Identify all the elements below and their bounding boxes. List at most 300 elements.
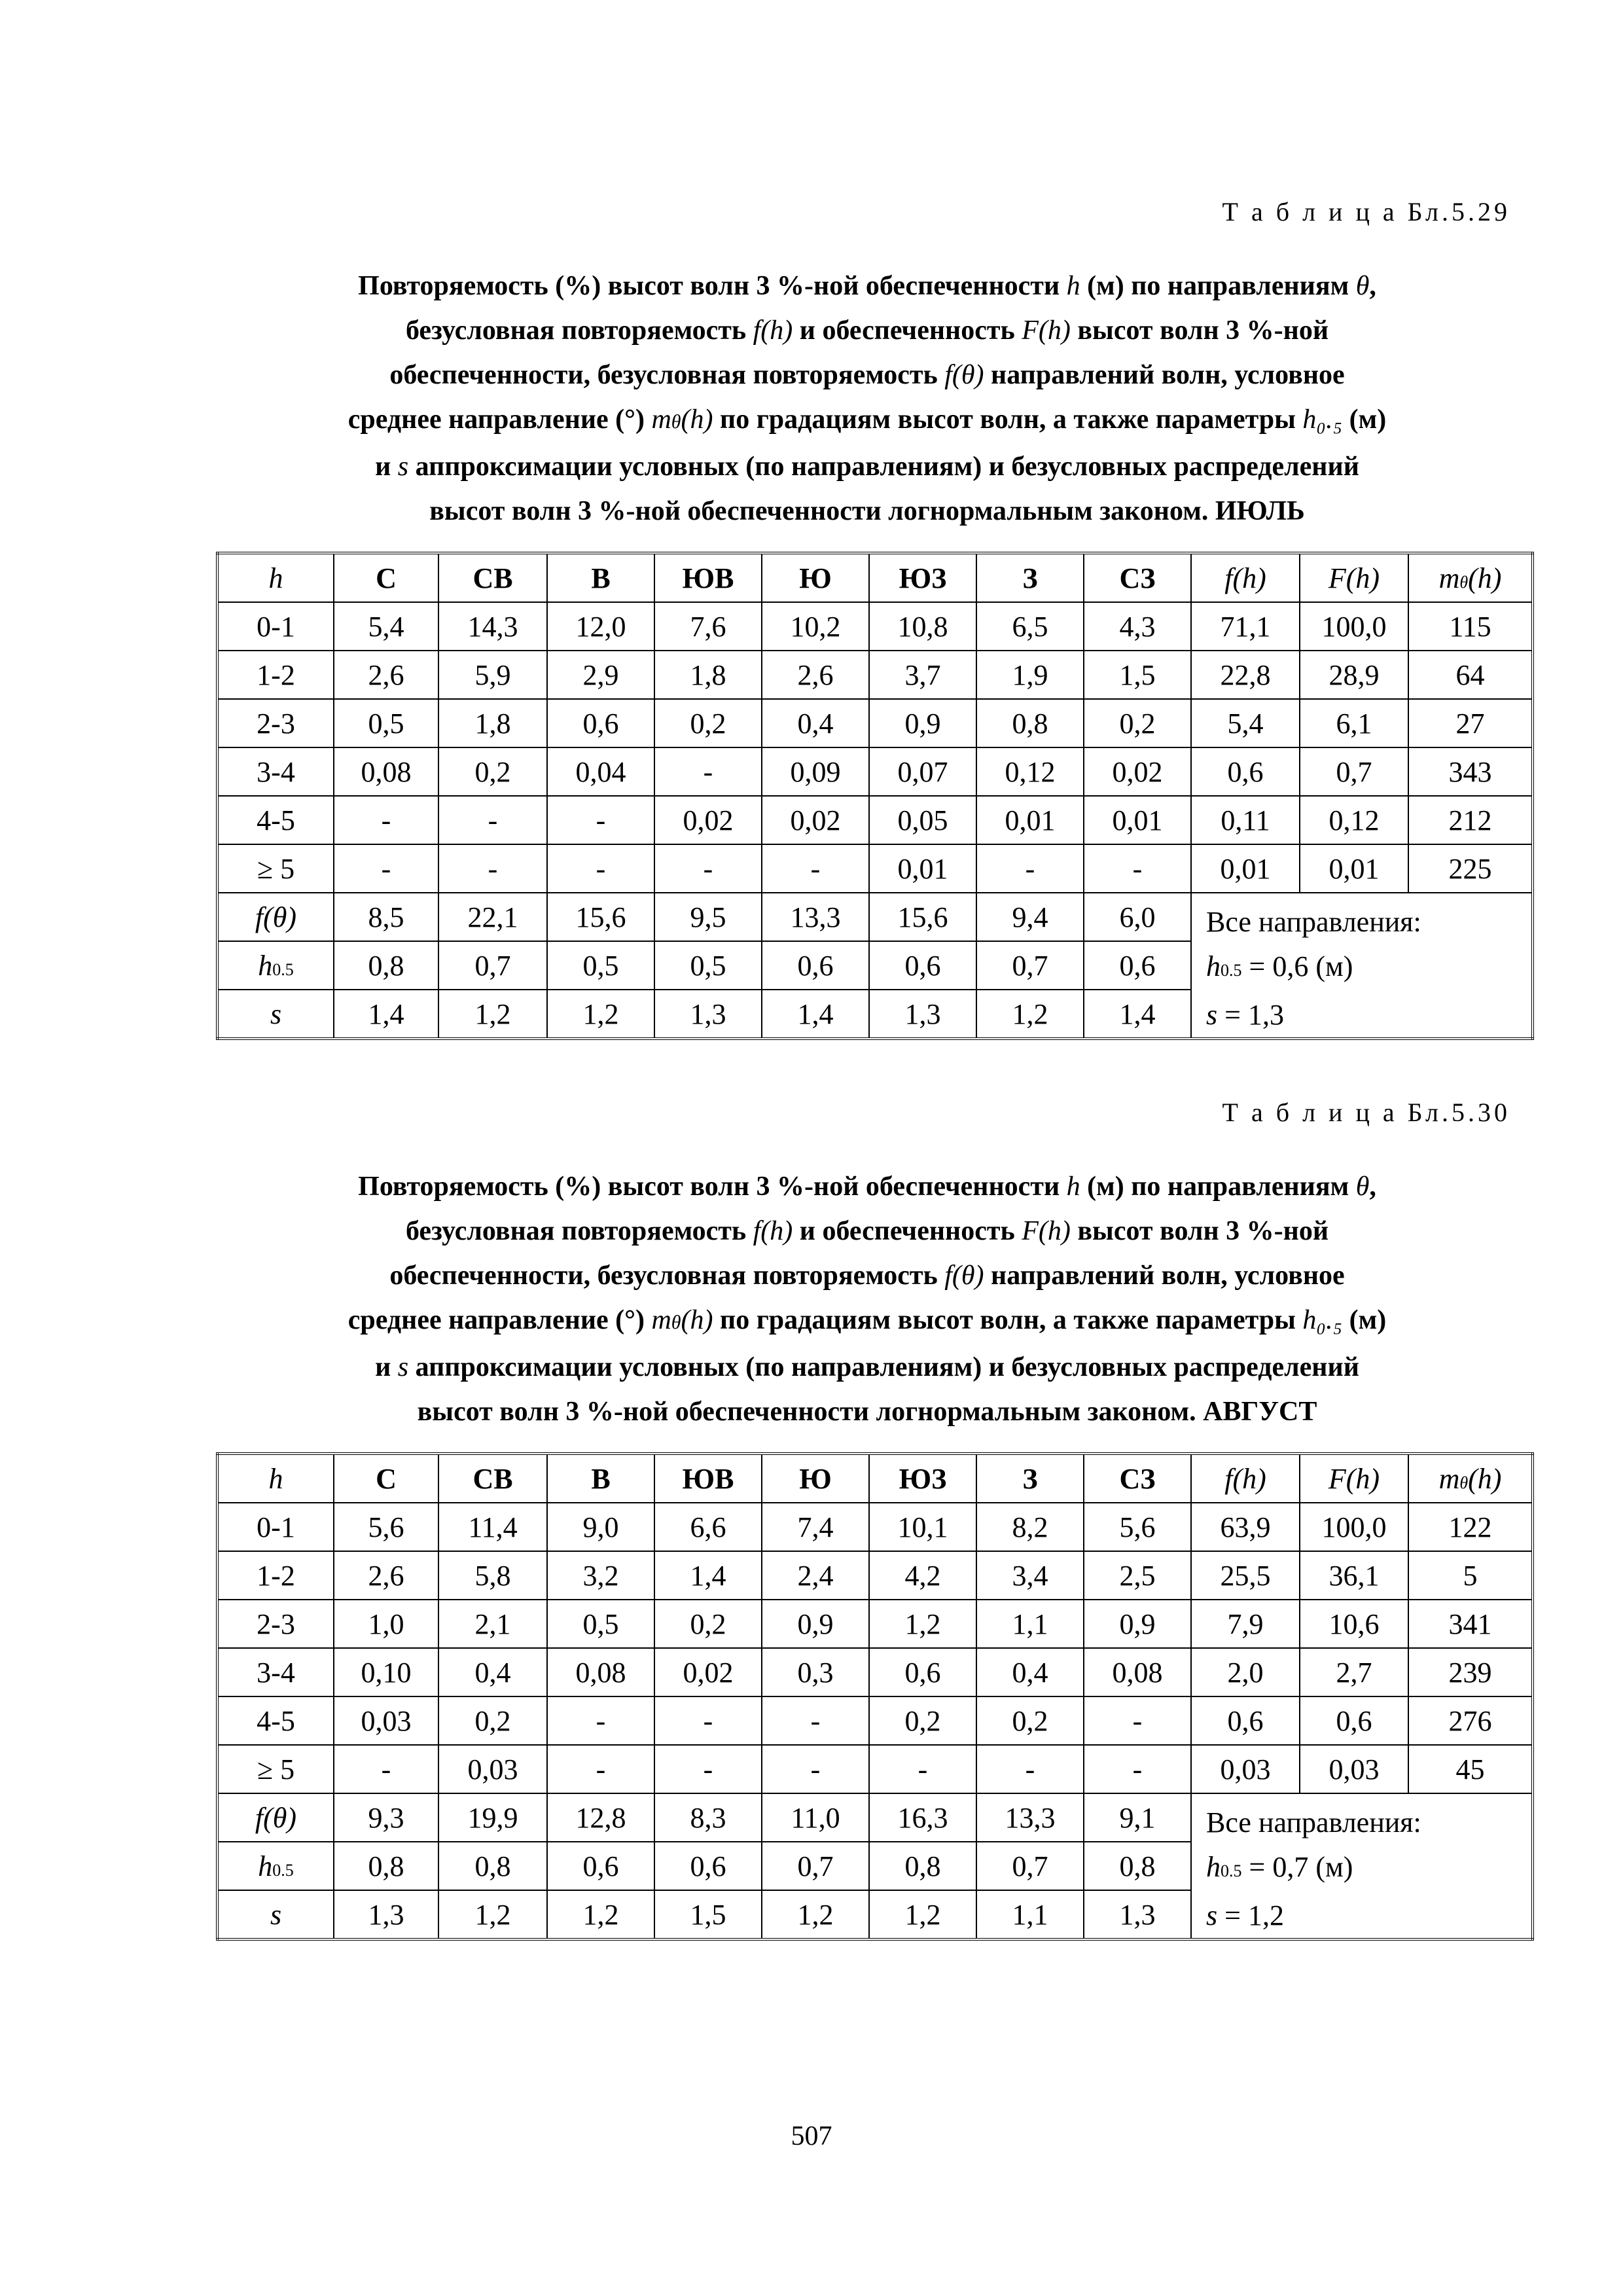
table-cell: 11,4 bbox=[438, 1503, 547, 1551]
title-line bbox=[216, 1345, 1518, 1390]
table-cell: 1,2 bbox=[976, 990, 1084, 1039]
title-fragment: высот волн 3 %-ной bbox=[1070, 1216, 1329, 1246]
table-cell: 212 bbox=[1408, 796, 1533, 844]
table-cell: 1,2 bbox=[869, 1600, 976, 1648]
table-cell: 2-3 bbox=[217, 1600, 334, 1648]
table-row bbox=[217, 602, 1533, 651]
table-cell: 2,0 bbox=[1191, 1648, 1300, 1696]
title-fragment: h bbox=[1066, 1172, 1080, 1202]
table-cell: 1,3 bbox=[1084, 1890, 1191, 1939]
title-fragment: высот волн 3 %-ной обеспеченности логнормальным законом. ИЮЛЬ bbox=[429, 496, 1305, 526]
table-cell: 0,8 bbox=[1084, 1842, 1191, 1890]
table-cell: 1,4 bbox=[654, 1551, 762, 1600]
table-cell: 0,7 bbox=[438, 941, 547, 990]
title-fragment: среднее направление (°) bbox=[348, 1305, 652, 1335]
title-fragment: F(h) bbox=[1022, 315, 1071, 346]
title-fragment: направлений волн, условное bbox=[984, 1261, 1345, 1291]
title-fragment: mθ(h) bbox=[651, 404, 713, 435]
table-cell: 0,08 bbox=[334, 747, 438, 796]
table-cell: 9,4 bbox=[976, 893, 1084, 941]
table-cell: 5,9 bbox=[438, 651, 547, 699]
table-cell: 0,2 bbox=[654, 699, 762, 747]
table-cell: 0,01 bbox=[1300, 844, 1408, 893]
table-cell: 1,2 bbox=[547, 1890, 654, 1939]
table-row bbox=[217, 1745, 1533, 1793]
table-cell: - bbox=[869, 1745, 976, 1793]
table-cell: 10,1 bbox=[869, 1503, 976, 1551]
table-cell: 0,6 bbox=[1300, 1696, 1408, 1745]
summary-line: h0.5 = 0,7 (м) bbox=[1206, 1851, 1353, 1883]
column-header: ЮВ bbox=[654, 1454, 762, 1503]
table-cell: 0,9 bbox=[762, 1600, 869, 1648]
table-cell: - bbox=[654, 1696, 762, 1745]
table-cell: - bbox=[654, 747, 762, 796]
table-cell: 0,12 bbox=[1300, 796, 1408, 844]
table-cell: 0,02 bbox=[1084, 747, 1191, 796]
column-header: С bbox=[334, 553, 438, 602]
title-fragment: аппроксимации условных (по направлениям) и безусловных распределений bbox=[408, 1352, 1359, 1382]
title-fragment: θ bbox=[1355, 271, 1370, 301]
table-cell: 0,6 bbox=[547, 1842, 654, 1890]
title-fragment: f(h) bbox=[753, 1216, 793, 1246]
table-cell: 3,2 bbox=[547, 1551, 654, 1600]
table-cell: 1,4 bbox=[1084, 990, 1191, 1039]
table-cell: 1-2 bbox=[217, 1551, 334, 1600]
table-cell: 122 bbox=[1408, 1503, 1533, 1551]
column-header: h bbox=[217, 1454, 334, 1503]
table-cell: 0,02 bbox=[762, 796, 869, 844]
table-label: Т а б л и ц а Бл.5.29 bbox=[1222, 197, 1510, 226]
summary-line: Все направления: bbox=[1206, 906, 1421, 938]
param-row bbox=[217, 893, 1533, 941]
param-label: h0.5 bbox=[217, 1842, 334, 1890]
title-fragment: безусловная повторяемость bbox=[405, 1216, 753, 1246]
table-cell: 0,8 bbox=[438, 1842, 547, 1890]
title-line bbox=[216, 397, 1518, 444]
title-line bbox=[216, 1298, 1518, 1345]
column-header: С bbox=[334, 1454, 438, 1503]
table-cell: 0,08 bbox=[1084, 1648, 1191, 1696]
table-cell: 0,6 bbox=[762, 941, 869, 990]
table-cell: 9,0 bbox=[547, 1503, 654, 1551]
table-cell: - bbox=[438, 844, 547, 893]
table-cell: - bbox=[762, 844, 869, 893]
title-fragment: направлений волн, условное bbox=[984, 360, 1345, 390]
table-cell: 1,9 bbox=[976, 651, 1084, 699]
summary-cell bbox=[1191, 1793, 1533, 1939]
table-cell: 1,3 bbox=[869, 990, 976, 1039]
table-cell: 0,5 bbox=[334, 699, 438, 747]
table-cell: 0,5 bbox=[547, 941, 654, 990]
title-fragment: h₀.₅ bbox=[1302, 404, 1343, 435]
param-label: f(θ) bbox=[217, 1793, 334, 1842]
table-cell: 2,4 bbox=[762, 1551, 869, 1600]
table-cell: 0,03 bbox=[334, 1696, 438, 1745]
table-cell: 1,5 bbox=[654, 1890, 762, 1939]
table-cell: - bbox=[1084, 844, 1191, 893]
table-cell: 0,7 bbox=[762, 1842, 869, 1890]
column-header: Ю bbox=[762, 1454, 869, 1503]
table-cell: 1,4 bbox=[334, 990, 438, 1039]
table-cell: 19,9 bbox=[438, 1793, 547, 1842]
table-cell: 0,05 bbox=[869, 796, 976, 844]
summary-line: h0.5 = 0,6 (м) bbox=[1206, 950, 1353, 982]
column-header: F(h) bbox=[1300, 1454, 1408, 1503]
table-cell: 115 bbox=[1408, 602, 1533, 651]
title-fragment: (м) bbox=[1342, 1305, 1387, 1335]
title-line bbox=[216, 1390, 1518, 1434]
title-fragment: (м) по направлениям bbox=[1080, 271, 1356, 301]
table-cell: 0,11 bbox=[1191, 796, 1300, 844]
table-cell: 8,3 bbox=[654, 1793, 762, 1842]
table-cell: 0,01 bbox=[1191, 844, 1300, 893]
header-row bbox=[217, 553, 1533, 602]
title-fragment: (м) по направлениям bbox=[1080, 1172, 1356, 1202]
table-cell: 9,3 bbox=[334, 1793, 438, 1842]
table-cell: - bbox=[334, 796, 438, 844]
table-cell: 2,9 bbox=[547, 651, 654, 699]
table-cell: 0,08 bbox=[547, 1648, 654, 1696]
title-fragment: и bbox=[375, 452, 398, 482]
table-cell: 1,8 bbox=[654, 651, 762, 699]
table-cell: 2,1 bbox=[438, 1600, 547, 1648]
title-fragment: , bbox=[1369, 271, 1376, 301]
param-label: f(θ) bbox=[217, 893, 334, 941]
param-label: h0.5 bbox=[217, 941, 334, 990]
table-cell: 0,01 bbox=[1084, 796, 1191, 844]
table-cell: 0,7 bbox=[976, 1842, 1084, 1890]
title-fragment: Повторяемость (%) высот волн 3 %-ной обеспеченности bbox=[358, 271, 1067, 301]
title-fragment: h₀.₅ bbox=[1302, 1305, 1343, 1335]
table-cell: 0,7 bbox=[1300, 747, 1408, 796]
column-header: З bbox=[976, 1454, 1084, 1503]
table-cell: 0,6 bbox=[869, 1648, 976, 1696]
table-cell: 2,7 bbox=[1300, 1648, 1408, 1696]
table-block-july bbox=[216, 196, 1518, 1040]
page-number: 507 bbox=[791, 2121, 832, 2151]
table-cell: 71,1 bbox=[1191, 602, 1300, 651]
table-cell: 0,4 bbox=[438, 1648, 547, 1696]
table-cell: 225 bbox=[1408, 844, 1533, 893]
column-header: ЮЗ bbox=[869, 1454, 976, 1503]
data-table bbox=[216, 1452, 1534, 1941]
title-fragment: Повторяемость (%) высот волн 3 %-ной обеспеченности bbox=[358, 1172, 1067, 1202]
table-cell: - bbox=[334, 844, 438, 893]
table-cell: 1,2 bbox=[547, 990, 654, 1039]
table-row bbox=[217, 844, 1533, 893]
column-header: СВ bbox=[438, 553, 547, 602]
title-fragment: s bbox=[397, 452, 409, 482]
title-fragment: по градациям высот волн, а также параметры bbox=[713, 1305, 1303, 1335]
table-cell: 0,04 bbox=[547, 747, 654, 796]
table-cell: 6,6 bbox=[654, 1503, 762, 1551]
table-cell: 1,1 bbox=[976, 1890, 1084, 1939]
summary-cell bbox=[1191, 893, 1533, 1039]
table-cell: 16,3 bbox=[869, 1793, 976, 1842]
table-cell: 1,5 bbox=[1084, 651, 1191, 699]
table-cell: 0,03 bbox=[1191, 1745, 1300, 1793]
summary-line: s = 1,2 bbox=[1206, 1899, 1284, 1931]
title-fragment: mθ(h) bbox=[651, 1305, 713, 1335]
table-cell: 3,4 bbox=[976, 1551, 1084, 1600]
summary-line: s = 1,3 bbox=[1206, 999, 1284, 1031]
table-cell: 0,01 bbox=[869, 844, 976, 893]
title-fragment: f(h) bbox=[753, 315, 793, 346]
table-cell: 0-1 bbox=[217, 602, 334, 651]
table-cell: 0,2 bbox=[976, 1696, 1084, 1745]
table-cell: 3-4 bbox=[217, 1648, 334, 1696]
table-cell: 2,6 bbox=[762, 651, 869, 699]
table-cell: 5,4 bbox=[1191, 699, 1300, 747]
table-row bbox=[217, 796, 1533, 844]
table-cell: 4,2 bbox=[869, 1551, 976, 1600]
table-cell: - bbox=[654, 1745, 762, 1793]
title-fragment: f(θ) bbox=[944, 1261, 984, 1291]
table-cell: - bbox=[547, 1696, 654, 1745]
table-cell: 4-5 bbox=[217, 796, 334, 844]
table-cell: ≥ 5 bbox=[217, 1745, 334, 1793]
table-cell: 0,6 bbox=[547, 699, 654, 747]
table-cell: 5,6 bbox=[334, 1503, 438, 1551]
column-header: mθ(h) bbox=[1408, 1454, 1533, 1503]
table-cell: 0,8 bbox=[334, 941, 438, 990]
title-fragment: аппроксимации условных (по направлениям) и безусловных распределений bbox=[408, 452, 1359, 482]
table-cell: 4-5 bbox=[217, 1696, 334, 1745]
table-cell: 0,12 bbox=[976, 747, 1084, 796]
table-cell: 1,0 bbox=[334, 1600, 438, 1648]
table-cell: 0,4 bbox=[762, 699, 869, 747]
table-cell: 8,2 bbox=[976, 1503, 1084, 1551]
table-cell: 0,6 bbox=[654, 1842, 762, 1890]
column-header: f(h) bbox=[1191, 1454, 1300, 1503]
table-cell: 1,3 bbox=[654, 990, 762, 1039]
table-cell: 1-2 bbox=[217, 651, 334, 699]
table-cell: - bbox=[654, 844, 762, 893]
title-line bbox=[216, 353, 1518, 397]
table-cell: 45 bbox=[1408, 1745, 1533, 1793]
table-cell: 0,01 bbox=[976, 796, 1084, 844]
table-cell: 0,03 bbox=[438, 1745, 547, 1793]
table-cell: 100,0 bbox=[1300, 602, 1408, 651]
table-cell: 63,9 bbox=[1191, 1503, 1300, 1551]
title-fragment: и обеспеченность bbox=[793, 315, 1022, 346]
table-cell: - bbox=[438, 796, 547, 844]
table-cell: 7,4 bbox=[762, 1503, 869, 1551]
table-row bbox=[217, 1600, 1533, 1648]
table-cell: 0,2 bbox=[438, 747, 547, 796]
table-label: Т а б л и ц а Бл.5.30 bbox=[1222, 1098, 1510, 1127]
table-cell: 11,0 bbox=[762, 1793, 869, 1842]
title-fragment: θ bbox=[1355, 1172, 1370, 1202]
table-cell: 10,8 bbox=[869, 602, 976, 651]
table-block-august bbox=[216, 1097, 1518, 1941]
table-cell: ≥ 5 bbox=[217, 844, 334, 893]
table-cell: 10,6 bbox=[1300, 1600, 1408, 1648]
title-fragment: обеспеченности, безусловная повторяемость bbox=[389, 360, 945, 390]
column-header: СЗ bbox=[1084, 1454, 1191, 1503]
table-cell: 0,2 bbox=[654, 1600, 762, 1648]
header-row bbox=[217, 1454, 1533, 1503]
param-label: s bbox=[217, 1890, 334, 1939]
table-cell: 0,6 bbox=[1084, 941, 1191, 990]
table-cell: - bbox=[547, 844, 654, 893]
table-cell: 0,10 bbox=[334, 1648, 438, 1696]
table-cell: 28,9 bbox=[1300, 651, 1408, 699]
table-cell: - bbox=[762, 1696, 869, 1745]
table-cell: - bbox=[976, 844, 1084, 893]
table-cell: 1,4 bbox=[762, 990, 869, 1039]
table-cell: 0,6 bbox=[1191, 747, 1300, 796]
table-cell: 1,3 bbox=[334, 1890, 438, 1939]
table-cell: 0,07 bbox=[869, 747, 976, 796]
table-cell: 7,9 bbox=[1191, 1600, 1300, 1648]
table-cell: - bbox=[762, 1745, 869, 1793]
table-cell: 2,6 bbox=[334, 651, 438, 699]
title-fragment: F(h) bbox=[1022, 1216, 1071, 1246]
title-line bbox=[216, 489, 1518, 533]
table-cell: 0,02 bbox=[654, 796, 762, 844]
table-cell: 22,1 bbox=[438, 893, 547, 941]
table-cell: 1,2 bbox=[869, 1890, 976, 1939]
table-title bbox=[216, 1164, 1518, 1434]
table-cell: 0,7 bbox=[976, 941, 1084, 990]
table-cell: 27 bbox=[1408, 699, 1533, 747]
table-cell: 36,1 bbox=[1300, 1551, 1408, 1600]
table-cell: 64 bbox=[1408, 651, 1533, 699]
table-cell: 2,6 bbox=[334, 1551, 438, 1600]
table-cell: 7,6 bbox=[654, 602, 762, 651]
column-header: СВ bbox=[438, 1454, 547, 1503]
table-cell: 5 bbox=[1408, 1551, 1533, 1600]
table-row bbox=[217, 1696, 1533, 1745]
table-cell: 3,7 bbox=[869, 651, 976, 699]
column-header: h bbox=[217, 553, 334, 602]
title-fragment: , bbox=[1369, 1172, 1376, 1202]
table-cell: 9,5 bbox=[654, 893, 762, 941]
table-cell: 239 bbox=[1408, 1648, 1533, 1696]
title-fragment: среднее направление (°) bbox=[348, 404, 652, 435]
column-header: Ю bbox=[762, 553, 869, 602]
title-line bbox=[216, 1164, 1518, 1209]
table-cell: 6,0 bbox=[1084, 893, 1191, 941]
table-row bbox=[217, 747, 1533, 796]
table-cell: 0,5 bbox=[547, 1600, 654, 1648]
column-header: В bbox=[547, 553, 654, 602]
title-fragment: высот волн 3 %-ной обеспеченности логнормальным законом. АВГУСТ bbox=[417, 1397, 1317, 1427]
table-cell: 5,4 bbox=[334, 602, 438, 651]
table-cell: 1,2 bbox=[762, 1890, 869, 1939]
column-header: ЮЗ bbox=[869, 553, 976, 602]
title-fragment: h bbox=[1066, 271, 1080, 301]
table-cell: 5,6 bbox=[1084, 1503, 1191, 1551]
table-cell: 13,3 bbox=[762, 893, 869, 941]
table-cell: 0,6 bbox=[869, 941, 976, 990]
title-fragment: по градациям высот волн, а также параметры bbox=[713, 404, 1303, 435]
column-header: В bbox=[547, 1454, 654, 1503]
table-cell: 6,1 bbox=[1300, 699, 1408, 747]
column-header: З bbox=[976, 553, 1084, 602]
table-cell: 22,8 bbox=[1191, 651, 1300, 699]
table-cell: 1,1 bbox=[976, 1600, 1084, 1648]
table-cell: 0,3 bbox=[762, 1648, 869, 1696]
table-cell: 25,5 bbox=[1191, 1551, 1300, 1600]
table-cell: 6,5 bbox=[976, 602, 1084, 651]
table-row bbox=[217, 651, 1533, 699]
param-row bbox=[217, 1793, 1533, 1842]
column-header: F(h) bbox=[1300, 553, 1408, 602]
table-cell: 0,09 bbox=[762, 747, 869, 796]
table-cell: 0,8 bbox=[976, 699, 1084, 747]
title-fragment: и обеспеченность bbox=[793, 1216, 1022, 1246]
table-cell: - bbox=[334, 1745, 438, 1793]
table-cell: 0,2 bbox=[438, 1696, 547, 1745]
table-cell: 0,5 bbox=[654, 941, 762, 990]
title-fragment: безусловная повторяемость bbox=[405, 315, 753, 346]
table-cell: 276 bbox=[1408, 1696, 1533, 1745]
table-cell: 1,8 bbox=[438, 699, 547, 747]
table-cell: 5,8 bbox=[438, 1551, 547, 1600]
table-cell: 343 bbox=[1408, 747, 1533, 796]
column-header: СЗ bbox=[1084, 553, 1191, 602]
title-line bbox=[216, 444, 1518, 489]
table-cell: 0,4 bbox=[976, 1648, 1084, 1696]
table-cell: - bbox=[1084, 1745, 1191, 1793]
column-header: ЮВ bbox=[654, 553, 762, 602]
table-cell: 2-3 bbox=[217, 699, 334, 747]
table-row bbox=[217, 1503, 1533, 1551]
summary-line: Все направления: bbox=[1206, 1806, 1421, 1839]
title-fragment: высот волн 3 %-ной bbox=[1070, 315, 1329, 346]
table-cell: 14,3 bbox=[438, 602, 547, 651]
param-label: s bbox=[217, 990, 334, 1039]
table-cell: 0,03 bbox=[1300, 1745, 1408, 1793]
table-cell: 12,8 bbox=[547, 1793, 654, 1842]
table-cell: - bbox=[1084, 1696, 1191, 1745]
table-cell: 0,2 bbox=[869, 1696, 976, 1745]
table-cell: 0,8 bbox=[869, 1842, 976, 1890]
data-table bbox=[216, 552, 1534, 1040]
table-cell: 3-4 bbox=[217, 747, 334, 796]
table-cell: 0,02 bbox=[654, 1648, 762, 1696]
table-cell: - bbox=[976, 1745, 1084, 1793]
column-header: f(h) bbox=[1191, 553, 1300, 602]
table-cell: 1,2 bbox=[438, 990, 547, 1039]
table-cell: 8,5 bbox=[334, 893, 438, 941]
table-cell: 0,2 bbox=[1084, 699, 1191, 747]
title-line bbox=[216, 1209, 1518, 1253]
table-cell: 0-1 bbox=[217, 1503, 334, 1551]
title-fragment: обеспеченности, безусловная повторяемость bbox=[389, 1261, 945, 1291]
table-cell: 100,0 bbox=[1300, 1503, 1408, 1551]
title-fragment: (м) bbox=[1342, 404, 1387, 435]
table-cell: 0,9 bbox=[1084, 1600, 1191, 1648]
table-cell: 0,6 bbox=[1191, 1696, 1300, 1745]
title-fragment: f(θ) bbox=[944, 360, 984, 390]
table-cell: 0,8 bbox=[334, 1842, 438, 1890]
title-line bbox=[216, 308, 1518, 353]
table-cell: 341 bbox=[1408, 1600, 1533, 1648]
table-cell: 15,6 bbox=[547, 893, 654, 941]
table-cell: 0,9 bbox=[869, 699, 976, 747]
title-fragment: и bbox=[375, 1352, 398, 1382]
table-cell: - bbox=[547, 796, 654, 844]
table-cell: 10,2 bbox=[762, 602, 869, 651]
table-cell: 9,1 bbox=[1084, 1793, 1191, 1842]
title-line bbox=[216, 1253, 1518, 1298]
table-cell: 1,2 bbox=[438, 1890, 547, 1939]
table-row bbox=[217, 1648, 1533, 1696]
table-cell: 12,0 bbox=[547, 602, 654, 651]
